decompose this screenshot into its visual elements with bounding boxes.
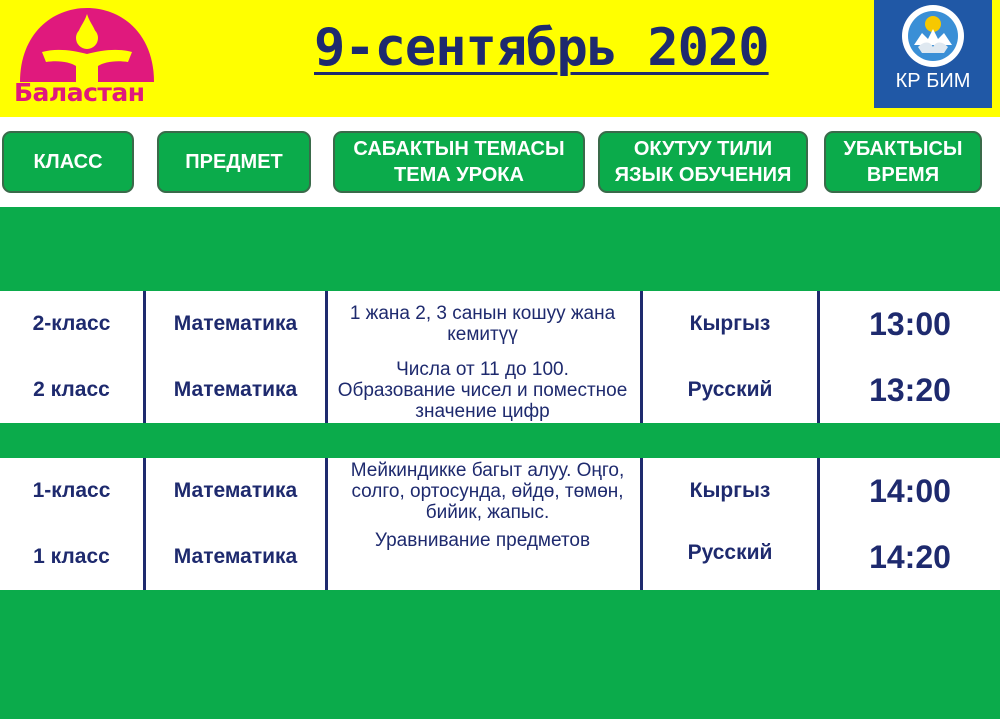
column-header-language[interactable] [598,131,808,193]
cell-time: 13:00 [869,305,951,342]
cell-subject: Математика [173,545,298,568]
logo-text: Баластан [14,78,145,107]
ministry-badge [874,0,992,108]
column-header-line1: КЛАСС [33,151,103,173]
column-header-line1: САБАКТЫН ТЕМАСЫ [353,138,565,160]
balastan-logo-icon [12,4,162,84]
cell-language: Русский [687,378,773,401]
cell-topic: Мейкиндикке багыт алуу. Оңго, солго, ортосунда, өйдө, төмөн, бийик, жапыс. [350,459,625,523]
cell-subject: Математика [173,312,298,335]
column-header-line2: ТЕМА УРОКА [394,164,524,186]
column-header-line1: УБАКТЫСЫ [843,138,963,160]
page-title: 9-сентябрь 2020 [314,18,769,78]
column-header-topic[interactable] [333,131,585,193]
cell-topic: 1 жана 2, 3 санын кошуу жана кемитүү [349,303,616,345]
column-header-subject[interactable] [157,131,311,193]
column-header-line1: ОКУТУУ ТИЛИ [633,138,773,160]
column-header-class[interactable] [2,131,134,193]
cell-language: Кыргыз [689,479,771,502]
cell-time: 14:00 [869,472,951,509]
cell-language: Кыргыз [689,312,771,335]
column-header-line1: ПРЕДМЕТ [185,151,283,173]
cell-class: 1 класс [33,545,110,568]
cell-time: 13:20 [869,371,951,408]
cell-class: 2-класс [32,312,111,335]
cell-time: 14:20 [869,538,951,575]
cell-language: Русский [687,541,773,564]
column-divider [325,458,328,590]
kyrgyz-emblem-icon [900,3,966,69]
ministry-label: КР БИМ [895,70,971,92]
cell-topic: Числа от 11 до 100. Образование чисел и поместное значение цифр [337,358,628,422]
cell-class: 1-класс [32,479,111,502]
cell-subject: Математика [173,378,298,401]
column-header-line2: ЯЗЫК ОБУЧЕНИЯ [614,164,792,186]
cell-topic: Уравнивание предметов [374,530,591,551]
column-header-time[interactable] [824,131,982,193]
cell-subject: Математика [173,479,298,502]
column-header-line2: ВРЕМЯ [866,164,940,186]
column-divider [325,291,328,423]
cell-class: 2 класс [33,378,110,401]
